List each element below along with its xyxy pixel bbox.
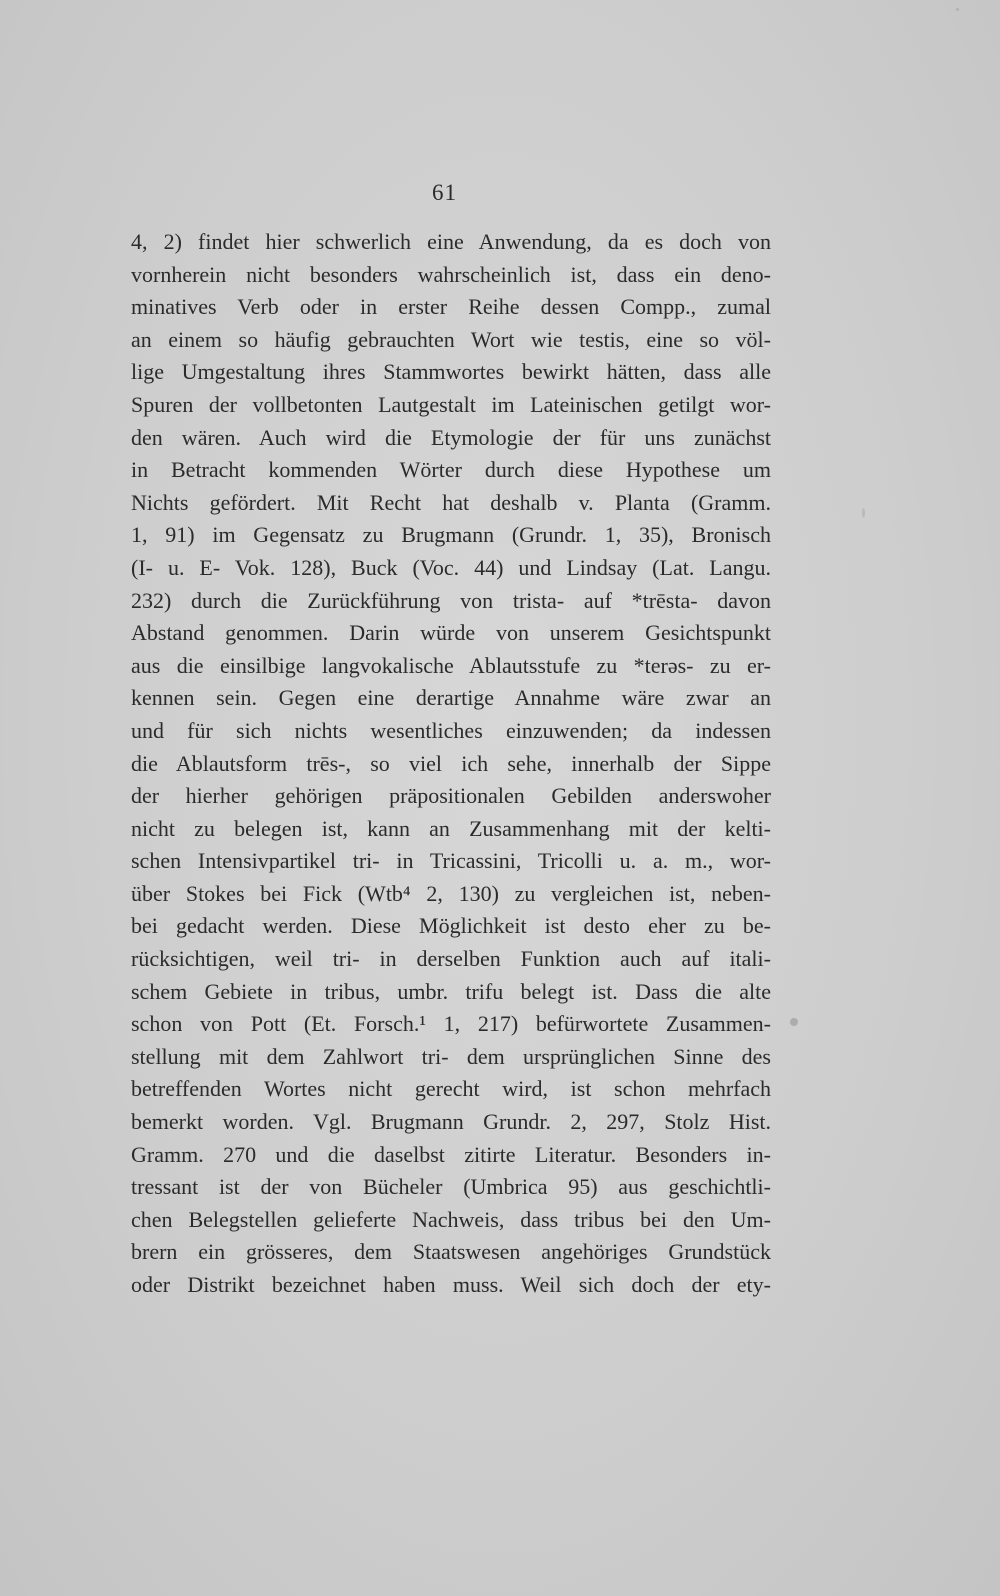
text-line: betreffenden Wortes nicht gerecht wird, ist schon mehrfach bbox=[131, 1076, 771, 1102]
text-line: 232) durch die Zurückführung von trista- auf *trēsta- davon bbox=[131, 587, 771, 613]
scanned-page: 61 4, 2) findet hier schwerlich eine Anwendung, da es doch von vornherein nicht besonders wahrscheinlich ist, dass ein deno- minatives Verb oder in erster Reihe dessen Compp., zumal an einem so häufig gebrauchten Wort wie testis, eine so völ- lige Umgestaltung ihres Stammwortes bewirkt hätten, dass alle Spuren der vollbetonten Lautgestalt im Lateinischen getilgt wor- den wären. Auch wird die Etymologie der für uns zunächst in Betracht kommenden Wörter durch diese Hypothese um Nichts gefördert. Mit Recht hat deshalb v. Planta (Gramm. 1, 91) im Gegensatz zu Brugmann (Grundr. 1, 35), Bronisch (I- u. E- Vok. 128), Buck (Voc. 44) und Lindsay (Lat. Langu. 232) durch die Zurückführung von trista- auf *trēsta- davon Abstand genommen. Darin würde von unserem Gesichtspunkt aus die einsilbige langvokalische Ablautsstufe zu *terəs- zu er- kennen sein. Gegen eine derartige Annahme wäre zwar an und für sich nichts wesentliches einzuwenden; da indessen die Ablautsform trēs-, so viel ich sehe, innerhalb der Sippe der hierher gehörigen präpositionalen Gebilden anderswoher nicht zu belegen ist, kann an Zusammenhang mit der kelti- schen Intensivpartikel tri- in Tricassini, Tricolli u. a. m., wor- über Stokes bei Fick (Wtb⁴ 2, 130) zu vergleichen ist, neben- bei gedacht werden. Diese Möglichkeit ist desto eher zu be- rücksichtigen, weil tri- in derselben Funktion auch auf itali- schem Gebiete in tribus, umbr. trifu belegt ist. Dass die alte schon von Pott (Et. Forsch.¹ 1, 217) befürwortete Zusammen- stellung mit dem Zahlwort tri- dem ursprünglichen Sinne des betreffenden Wortes nicht gerecht wird, ist schon mehrfach bemerkt worden. Vgl. Brugmann Grundr. 2, 297, Stolz Hist. Gramm. 270 und die daselbst zitirte Literatur. Besonders in- tressant ist der von Bücheler (Umbrica 95) aus geschichtli- chen Belegstellen gelieferte Nachweis, dass tribus bei den Um- brern ein grösseres, dem Staatswesen angehöriges Grundstück oder Distrikt bezeichnet haben muss. Weil sich doch der ety- bbox=[0, 0, 1000, 1596]
text-line: rücksichtigen, weil tri- in derselben Funktion auch auf itali- bbox=[131, 946, 771, 972]
text-line: brern ein grösseres, dem Staatswesen angehöriges Grundstück bbox=[131, 1239, 771, 1265]
text-line: 1, 91) im Gegensatz zu Brugmann (Grundr. 1, 35), Bronisch bbox=[131, 522, 771, 548]
text-line: vornherein nicht besonders wahrscheinlich ist, dass ein deno- bbox=[131, 261, 771, 287]
text-line: 4, 2) findet hier schwerlich eine Anwendung, da es doch von bbox=[131, 229, 771, 254]
body-text bbox=[131, 226, 771, 1302]
text-line: kennen sein. Gegen eine derartige Annahme wäre zwar an bbox=[131, 685, 771, 711]
ink-speck bbox=[956, 8, 959, 11]
text-line: Abstand genommen. Darin würde von unserem Gesichtspunkt bbox=[131, 620, 771, 646]
text-line: lige Umgestaltung ihres Stammwortes bewirkt hätten, dass alle bbox=[131, 359, 771, 385]
text-line: an einem so häufig gebrauchten Wort wie testis, eine so völ- bbox=[131, 326, 771, 352]
text-line: die Ablautsform trēs-, so viel ich sehe, innerhalb der Sippe bbox=[131, 750, 771, 776]
text-line: Gramm. 270 und die daselbst zitirte Literatur. Besonders in- bbox=[131, 1141, 771, 1167]
text-line: schon von Pott (Et. Forsch.¹ 1, 217) befürwortete Zusammen- bbox=[131, 1011, 771, 1037]
text-line: den wären. Auch wird die Etymologie der für uns zunächst bbox=[131, 424, 771, 450]
text-line: schen Intensivpartikel tri- in Tricassini, Tricolli u. a. m., wor- bbox=[131, 848, 771, 874]
text-line: Nichts gefördert. Mit Recht hat deshalb v. Planta (Gramm. bbox=[131, 489, 771, 515]
text-line: minatives Verb oder in erster Reihe dessen Compp., zumal bbox=[131, 294, 771, 320]
text-line: stellung mit dem Zahlwort tri- dem ursprünglichen Sinne des bbox=[131, 1043, 771, 1069]
text-line: chen Belegstellen gelieferte Nachweis, dass tribus bei den Um- bbox=[131, 1206, 771, 1232]
text-line: bei gedacht werden. Diese Möglichkeit ist desto eher zu be- bbox=[131, 913, 771, 939]
text-line: bemerkt worden. Vgl. Brugmann Grundr. 2, 297, Stolz Hist. bbox=[131, 1109, 771, 1135]
text-line: nicht zu belegen ist, kann an Zusammenhang mit der kelti- bbox=[131, 815, 771, 841]
ink-speck bbox=[790, 1018, 798, 1026]
text-line: oder Distrikt bezeichnet haben muss. Weil sich doch der ety- bbox=[131, 1272, 771, 1297]
text-line: der hierher gehörigen präpositionalen Gebilden anderswoher bbox=[131, 783, 771, 809]
text-line: tressant ist der von Bücheler (Umbrica 95) aus geschichtli- bbox=[131, 1174, 771, 1200]
ink-speck bbox=[862, 508, 865, 518]
text-line: in Betracht kommenden Wörter durch diese Hypothese um bbox=[131, 457, 771, 483]
text-line: über Stokes bei Fick (Wtb⁴ 2, 130) zu vergleichen ist, neben- bbox=[131, 880, 771, 906]
text-line: Spuren der vollbetonten Lautgestalt im Lateinischen getilgt wor- bbox=[131, 391, 771, 417]
text-line: schem Gebiete in tribus, umbr. trifu belegt ist. Dass die alte bbox=[131, 978, 771, 1004]
text-line: und für sich nichts wesentliches einzuwenden; da indessen bbox=[131, 717, 771, 743]
text-line: (I- u. E- Vok. 128), Buck (Voc. 44) und Lindsay (Lat. Langu. bbox=[131, 554, 771, 580]
text-line: aus die einsilbige langvokalische Ablautsstufe zu *terəs- zu er- bbox=[131, 652, 771, 678]
